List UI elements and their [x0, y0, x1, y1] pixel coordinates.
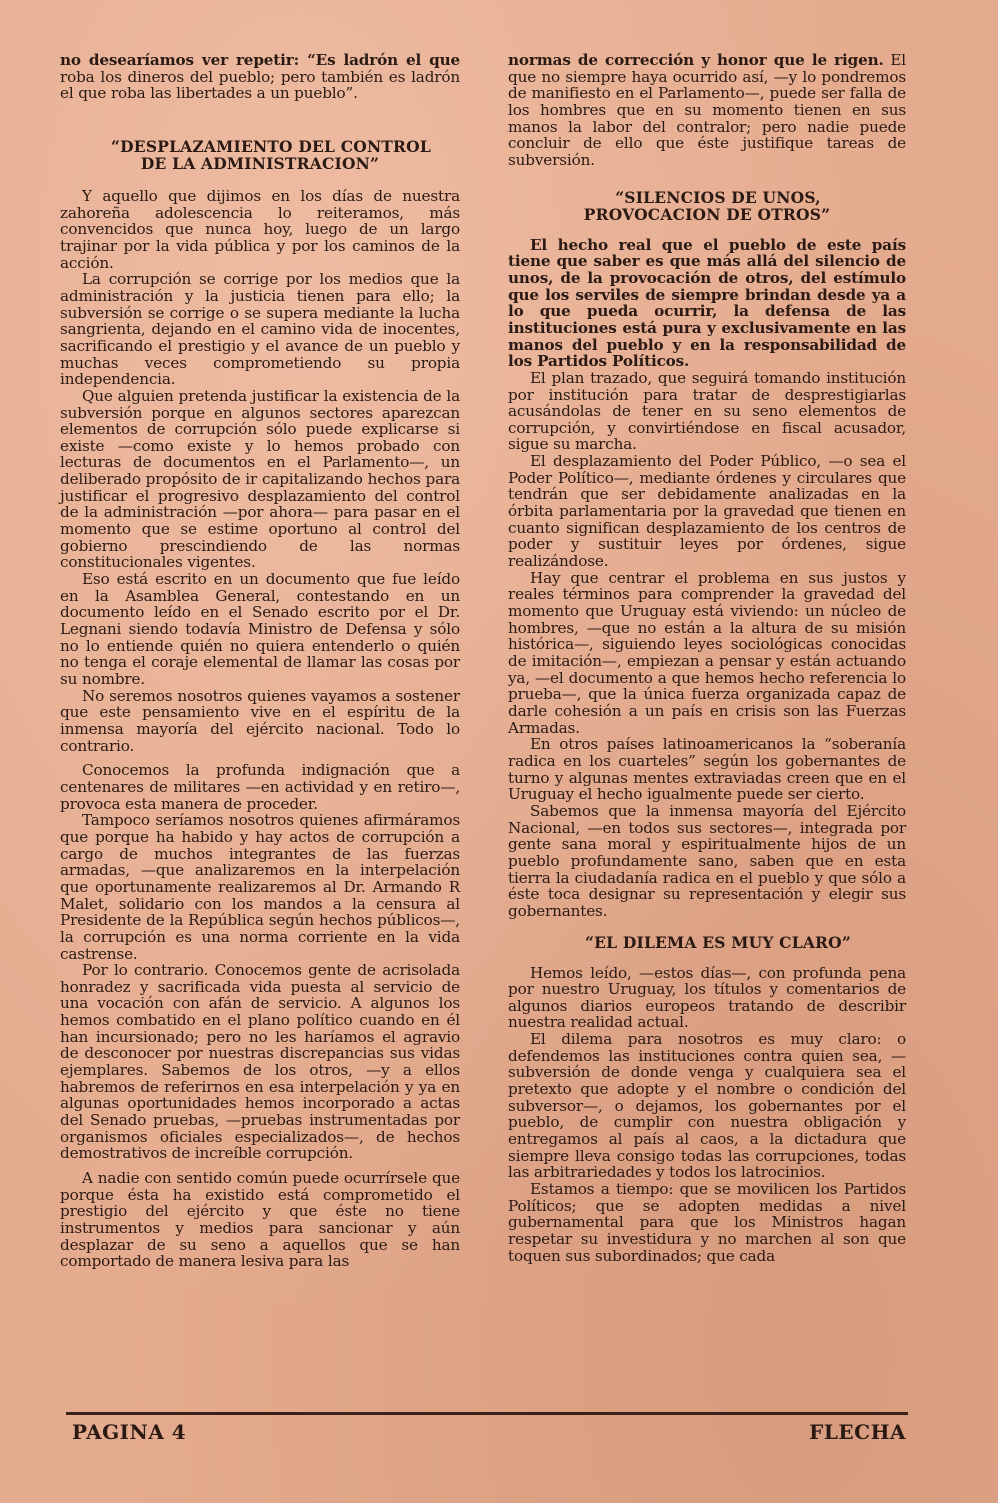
- page-number-label: PAGINA 4: [72, 1420, 187, 1444]
- heading-silencios-line1: “SILENCIOS DE UNOS,: [615, 187, 821, 207]
- left-intro-paragraph: [60, 52, 460, 102]
- publication-name: FLECHA: [809, 1420, 906, 1444]
- right-paragraph-6: Sabemos que la inmensa mayoría del Ejército Nacional, —en todos sus sectores—, integrada por gente sana moral y espiritualmente hijos de un pueblo profundamente sano, saben que en esta tierra la ciudadanía radica en el pueblo y que sólo a éste toca designar su representación y elegir sus gobernantes.: [508, 801, 906, 920]
- right-intro-bold: normas de corrección y honor que le rigen.: [508, 51, 884, 69]
- right-intro-text: El que no siempre haya ocurrido así, —y lo pondremos de manifiesto en el Parlamento—, puede ser falla de los hombres que en su momento tienen en sus manos la labor del contralor; pero nadie puede concluir de ello que éste justifique tareas de subversión.: [508, 51, 906, 169]
- left-paragraph-2: La corrupción se corrige por los medios que la administración y la justicia tienen para ello; la subversión se corrige o se supera mediante la lucha sangrienta, dejando en el camino vida de inocentes, sacrificando el prestigio y el avance de un pueblo y muchas veces comprometiendo su propia independencia.: [60, 270, 460, 389]
- left-intro-bold: no desearíamos ver repetir: “Es ladrón el que: [60, 51, 460, 69]
- right-paragraph-2: El plan trazado, que seguirá tomando institución por institución para tratar de desprestigiarlas acusándolas de tener en su seno elementos de corrupción, y convirtiéndose en fiscal acusador, sigue su marcha.: [508, 368, 906, 454]
- heading-desplazamiento-line1: “DESPLAZAMIENTO DEL CONTROL: [111, 136, 431, 156]
- right-paragraph-8: El dilema para nosotros es muy claro: o defendemos las instituciones contra quien sea, —subversión de donde venga y cualquiera sea el pretexto que adopte y el nombre o condición del subversor—, o dejamos, los gobernantes por el pueblo, de cumplir con nuestra obligación y entregamos al país al caos, a la dictadura que siempre lleva consigo todas las corrupciones, todas las arbitrariedades y todos los latrocinios.: [508, 1030, 906, 1182]
- left-paragraph-4: Eso está escrito en un documento que fue leído en la Asamblea General, contestando en un documento leído en el Senado escrito por el Dr. Legnani siendo todavía Ministro de Defensa y sólo no lo entiende quién no quiera entenderlo o quién no tenga el coraje elemental de llamar las cosas por su nombre.: [60, 570, 460, 688]
- left-paragraph-8: Por lo contrario. Conocemos gente de acrisolada honradez y sacrificada vida puesta al servicio de una vocación con afán de servicio. A algunos los hemos combatido en el plano político cuando en él han incursionado; pero no les haríamos el agravio de desconocer por nuestras discrepancias sus vidas ejemplares. Sabemos de los otros, —y a ellos habremos de referirnos en esa interpelación y ya en algunas oportunidades hemos incorporado a actas del Senado pruebas, —pruebas instrumentadas por organismos oficiales especializados—, de hechos demostrativos de increíble corrupción.: [60, 961, 460, 1163]
- heading-silencios-line2: PROVOCACION DE OTROS”: [583, 204, 831, 224]
- left-column: [60, 52, 460, 1270]
- left-paragraph-9: A nadie con sentido común puede ocurrírsele que porque ésta ha existido está comprometido el prestigio del ejército y que éste no tiene instrumentos y medios para sancionar y aún desplazar de su seno a aquellos que se han comportado de manera lesiva para las: [60, 1169, 460, 1271]
- heading-desplazamiento: [60, 138, 460, 172]
- heading-silencios: [508, 189, 906, 223]
- right-intro-paragraph: [508, 52, 906, 169]
- right-paragraph-1: El hecho real que el pueblo de este país tiene que saber es que más allá del silencio de unos, de la provocación de otros, del estímulo que los serviles de siempre brindan desde ya a lo que pueda ocurrir, la defensa de las instituciones está pura y exclusivamente en las manos del pueblo y en la responsabilidad de los Partidos Políticos.: [508, 235, 906, 371]
- left-paragraph-7: Tampoco seríamos nosotros quienes afirmáramos que porque ha habido y hay actos de corrupción a cargo de muchos integrantes de las fuerzas armadas, —que analizaremos en la interpelación que oportunamente realizaremos al Dr. Armando R Malet, solidario con los mandos a la censura al Presidente de la República según hechos públicos—, la corrupción es una norma corriente en la vida castrense.: [60, 811, 460, 963]
- heading-desplazamiento-line2: DE LA ADMINISTRACION”: [140, 153, 380, 173]
- left-paragraph-6: Conocemos la profunda indignación que a centenares de militares —en actividad y en retiro—, provoca esta manera de proceder.: [60, 761, 460, 813]
- right-paragraph-4: Hay que centrar el problema en sus justos y reales términos para comprender la gravedad del momento que Uruguay está viviendo: un núcleo de hombres, —que no están a la altura de su misión histórica—, siguiendo leyes sociológicas conocidas de imitación—, empiezan a pensar y están actuando ya, —el documento a que hemos hecho referencia lo prueba—, que la única fuerza organizada capaz de darle cohesión a un país en crisis son las Fuerzas Armadas.: [508, 568, 906, 737]
- right-paragraph-7: Hemos leído, —estos días—, con profunda pena por nuestro Uruguay, los títulos y comentarios de algunos diarios europeos tratando de describir nuestra realidad actual.: [508, 963, 906, 1032]
- right-paragraph-5: En otros países latinoamericanos la “soberanía radica en los cuarteles” según los gobernantes de turno y algunas mentes extraviadas creen que en el Uruguay el hecho igualmente puede ser cierto.: [508, 735, 906, 804]
- left-paragraph-5: No seremos nosotros quienes vayamos a sostener que este pensamiento vive en el espíritu de la inmensa mayoría del ejército nacional. Todo lo contrario.: [60, 686, 460, 755]
- left-paragraph-1: Y aquello que dijimos en los días de nuestra zahoreña adolescencia lo reiteramos, más convencidos que nunca hoy, luego de un largo trajinar por la vida pública y por los caminos de la acción.: [60, 186, 460, 272]
- right-column: [508, 52, 906, 1264]
- left-paragraph-3: Que alguien pretenda justificar la existencia de la subversión porque en algunos sectores aparezcan elementos de corrupción sólo puede explicarse si existe —como existe y lo hemos probado con lecturas de documentos en el Parlamento—, un deliberado propósito de ir capitalizando hechos para justificar el progresivo desplazamiento del control de la administración —por ahora— para pasar en el momento que se estime oportuno al control del gobierno prescindiendo de las normas constitucionales vigentes.: [60, 386, 460, 572]
- heading-dilema: “EL DILEMA ES MUY CLARO”: [585, 932, 851, 952]
- right-paragraph-3: El desplazamiento del Poder Público, —o sea el Poder Político—, mediante órdenes y circulares que tendrán que ser debidamente analizadas en la órbita parlamentaria por la gravedad que tienen en cuanto significan desplazamiento de los centros de poder y sustituir leyes por órdenes, sigue realizándose.: [508, 452, 906, 571]
- right-paragraph-9: Estamos a tiempo: que se movilicen los Partidos Políticos; que se adopten medidas a nivel gubernamental para que los Ministros hagan respetar su investidura y no marchen al son que toquen sus subordinados; que cada: [508, 1180, 906, 1265]
- footer-rule: [66, 1412, 908, 1415]
- left-intro-text: roba los dineros del pueblo; pero también es ladrón el que roba las libertades a un pueblo”.: [60, 67, 460, 103]
